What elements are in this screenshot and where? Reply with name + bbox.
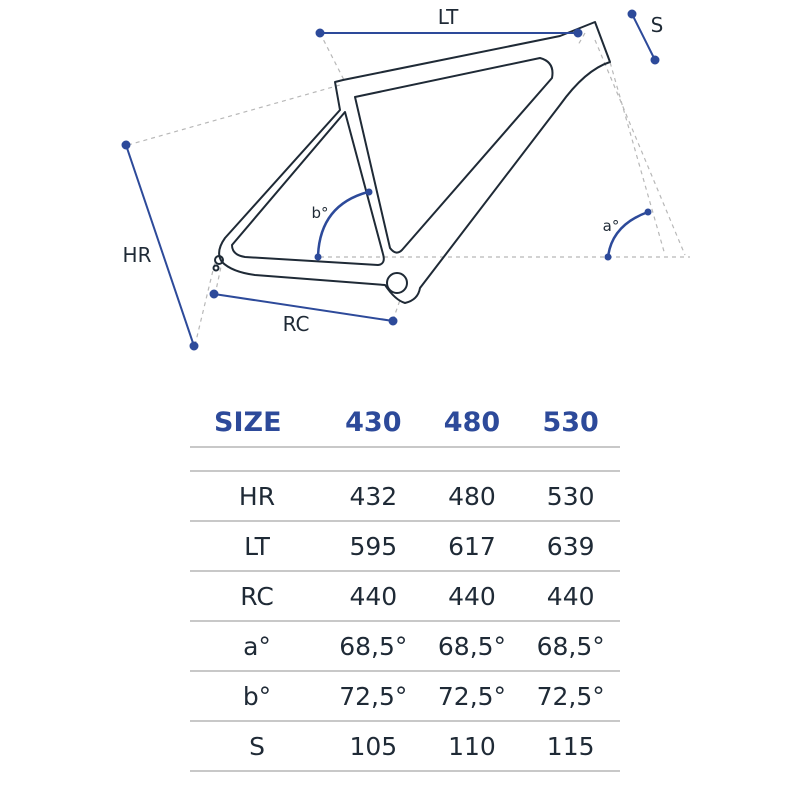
bike-frame xyxy=(214,22,611,303)
hr-label: HR xyxy=(122,243,152,267)
table-cell: 68,5° xyxy=(324,621,423,671)
table-cell: 617 xyxy=(423,521,522,571)
table-cell: 440 xyxy=(521,571,620,621)
table-row xyxy=(190,521,620,571)
table-spacer xyxy=(190,447,620,471)
table-cell: 105 xyxy=(324,721,423,771)
table-cell: 68,5° xyxy=(521,621,620,671)
s-label: S xyxy=(650,13,664,37)
angle-arcs xyxy=(318,192,648,257)
row-label: S xyxy=(190,721,324,771)
table-header-row xyxy=(190,398,620,447)
table-cell: 595 xyxy=(324,521,423,571)
table-cell: 72,5° xyxy=(521,671,620,721)
table-cell: 639 xyxy=(521,521,620,571)
geometry-table xyxy=(190,398,620,772)
table-cell: 480 xyxy=(423,471,522,521)
rear-dropout-inner xyxy=(214,266,219,271)
row-label: RC xyxy=(190,571,324,621)
size-column-header: 480 xyxy=(423,398,522,447)
table-row xyxy=(190,471,620,521)
size-column-header: 430 xyxy=(324,398,423,447)
b-angle-arc xyxy=(318,192,368,256)
b-angle-label: b° xyxy=(311,204,329,222)
table-cell: 110 xyxy=(423,721,522,771)
bottom-bracket xyxy=(387,273,407,293)
row-label: HR xyxy=(190,471,324,521)
table-row xyxy=(190,571,620,621)
rear-triangle-inner xyxy=(232,112,384,265)
rc-label: RC xyxy=(282,312,310,336)
dimension-lines xyxy=(123,11,659,350)
table-cell: 530 xyxy=(521,471,620,521)
lt-label: LT xyxy=(437,5,459,29)
table-row xyxy=(190,721,620,771)
reference-dashes xyxy=(128,33,690,345)
table-cell: 432 xyxy=(324,471,423,521)
table-cell: 68,5° xyxy=(423,621,522,671)
bike-frame-geometry-diagram xyxy=(0,0,800,380)
size-column-header: 530 xyxy=(521,398,620,447)
table-cell: 440 xyxy=(324,571,423,621)
row-label: b° xyxy=(190,671,324,721)
frame-inner-triangle xyxy=(355,58,553,253)
table-row xyxy=(190,621,620,671)
table-row xyxy=(190,671,620,721)
row-label: LT xyxy=(190,521,324,571)
table-cell: 115 xyxy=(521,721,620,771)
a-angle-label: a° xyxy=(602,217,620,235)
table-cell: 72,5° xyxy=(423,671,522,721)
size-header: SIZE xyxy=(190,398,324,447)
row-label: a° xyxy=(190,621,324,671)
table-cell: 440 xyxy=(423,571,522,621)
table-cell: 72,5° xyxy=(324,671,423,721)
frame-outer-contour xyxy=(219,22,610,303)
